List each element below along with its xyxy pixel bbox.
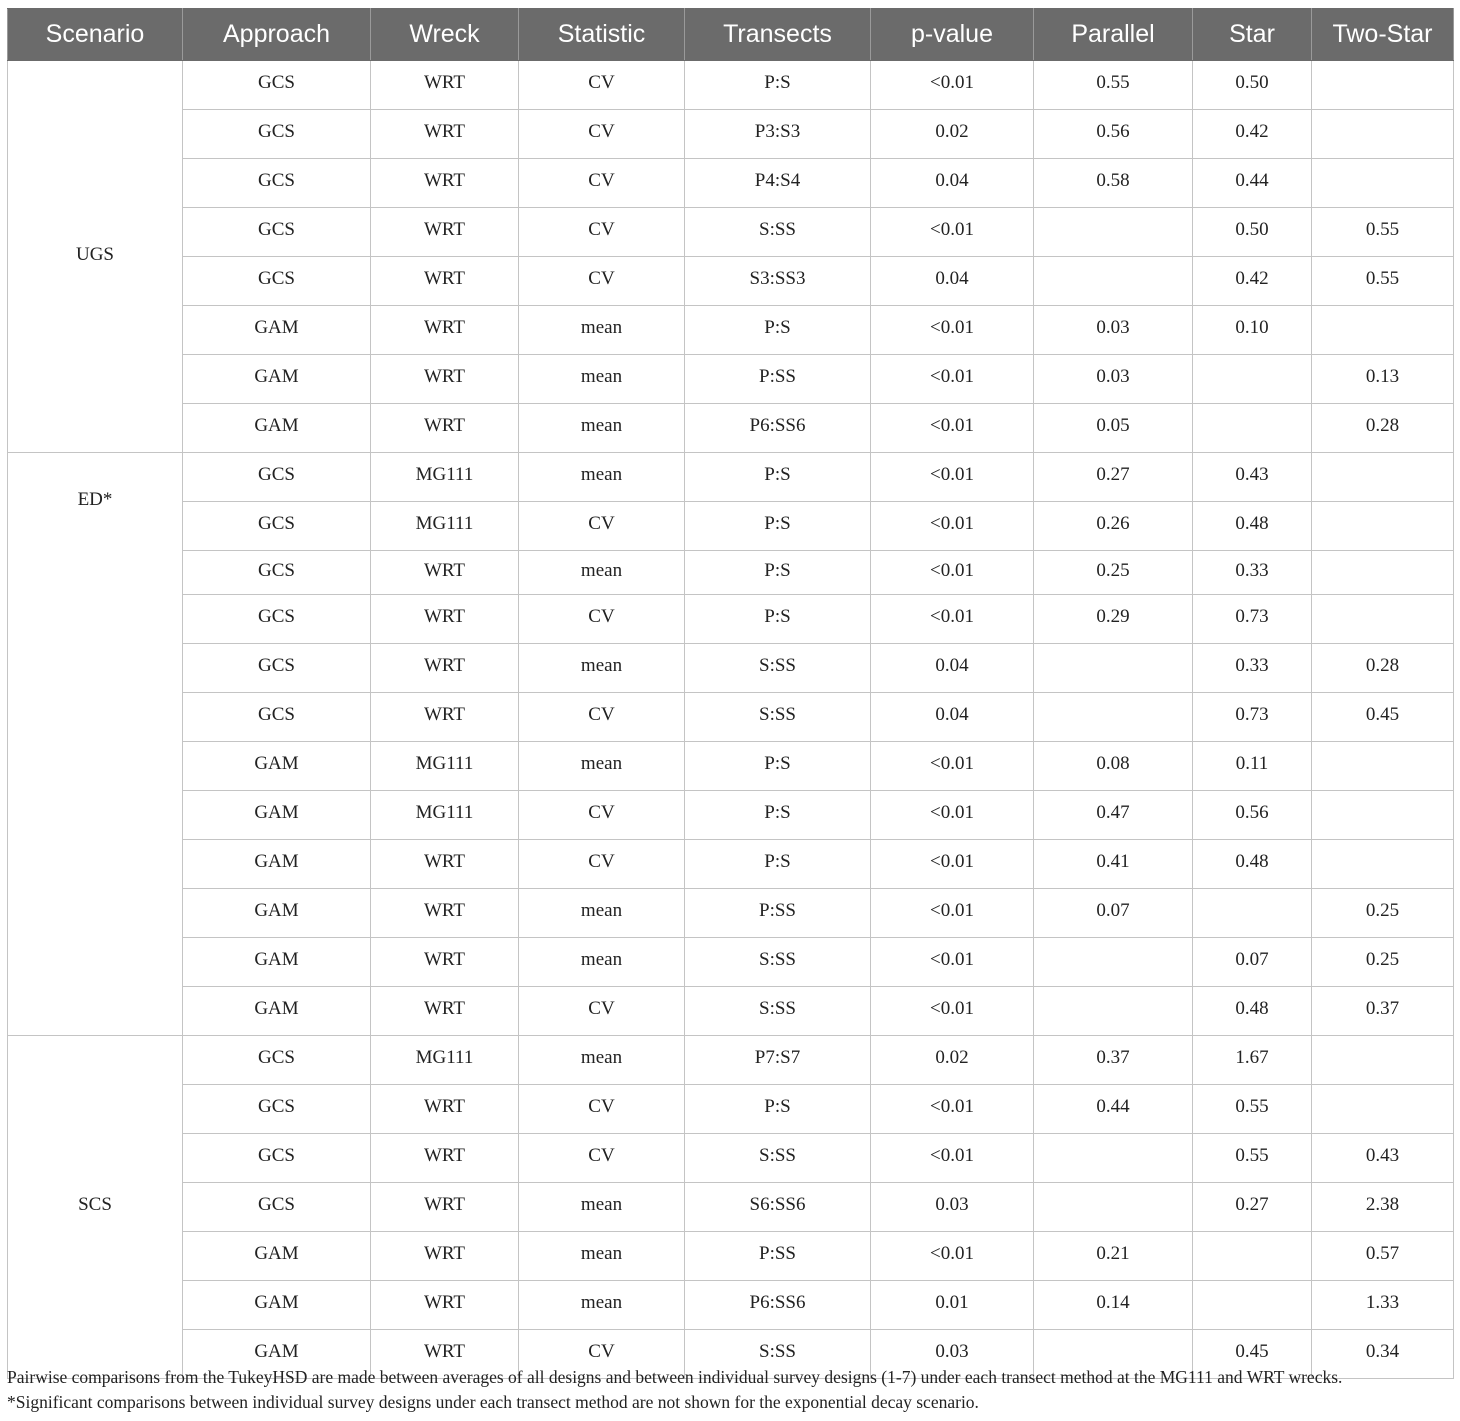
approach-cell: GAM <box>183 355 371 404</box>
header-wreck: Wreck <box>371 9 519 61</box>
star-cell: 0.48 <box>1193 502 1312 551</box>
wreck-cell: WRT <box>371 355 519 404</box>
two-star-cell: 1.33 <box>1312 1281 1454 1330</box>
star-cell: 0.55 <box>1193 1085 1312 1134</box>
table-row <box>8 889 1454 938</box>
statistic-cell: mean <box>519 1281 685 1330</box>
transects-cell: P:S <box>685 595 871 644</box>
wreck-cell: WRT <box>371 404 519 453</box>
parallel-cell: 0.08 <box>1034 742 1193 791</box>
approach-cell: GAM <box>183 987 371 1036</box>
wreck-cell: WRT <box>371 595 519 644</box>
two-star-cell <box>1312 551 1454 595</box>
scenario-cell: UGS <box>8 61 183 453</box>
p-value-cell: <0.01 <box>871 1232 1034 1281</box>
star-cell: 0.50 <box>1193 61 1312 110</box>
wreck-cell: WRT <box>371 938 519 987</box>
two-star-cell <box>1312 110 1454 159</box>
parallel-cell <box>1034 644 1193 693</box>
two-star-cell <box>1312 61 1454 110</box>
p-value-cell: <0.01 <box>871 355 1034 404</box>
approach-cell: GCS <box>183 159 371 208</box>
two-star-cell <box>1312 1036 1454 1085</box>
statistic-cell: CV <box>519 502 685 551</box>
p-value-cell: 0.03 <box>871 1183 1034 1232</box>
parallel-cell: 0.05 <box>1034 404 1193 453</box>
wreck-cell: WRT <box>371 1183 519 1232</box>
star-cell: 0.55 <box>1193 1134 1312 1183</box>
header-scenario: Scenario <box>8 9 183 61</box>
results-table-container <box>7 8 1453 1379</box>
table-row <box>8 840 1454 889</box>
transects-cell: P6:SS6 <box>685 404 871 453</box>
statistic-cell: CV <box>519 791 685 840</box>
p-value-cell: 0.02 <box>871 1036 1034 1085</box>
wreck-cell: WRT <box>371 1085 519 1134</box>
footnote-pairwise: Pairwise comparisons from the TukeyHSD are made between averages of all designs and between individual survey designs (1-7) under each transect method at the MG111 and WRT wrecks. <box>7 1367 1343 1387</box>
star-cell: 0.27 <box>1193 1183 1312 1232</box>
table-row <box>8 595 1454 644</box>
wreck-cell: WRT <box>371 1281 519 1330</box>
pairwise-comparisons-table <box>7 8 1454 1379</box>
two-star-cell: 2.38 <box>1312 1183 1454 1232</box>
header-row <box>8 9 1454 61</box>
table-row <box>8 693 1454 742</box>
table-row <box>8 110 1454 159</box>
table-row <box>8 987 1454 1036</box>
table-row <box>8 61 1454 110</box>
star-cell: 0.44 <box>1193 159 1312 208</box>
transects-cell: P3:S3 <box>685 110 871 159</box>
star-cell: 0.07 <box>1193 938 1312 987</box>
approach-cell: GCS <box>183 61 371 110</box>
star-cell: 0.33 <box>1193 551 1312 595</box>
approach-cell: GAM <box>183 1281 371 1330</box>
header-approach: Approach <box>183 9 371 61</box>
wreck-cell: WRT <box>371 889 519 938</box>
parallel-cell <box>1034 987 1193 1036</box>
statistic-cell: CV <box>519 208 685 257</box>
table-row <box>8 453 1454 502</box>
wreck-cell: WRT <box>371 551 519 595</box>
star-cell: 0.45 <box>1193 1330 1312 1379</box>
statistic-cell: CV <box>519 693 685 742</box>
header-statistic: Statistic <box>519 9 685 61</box>
star-cell <box>1193 404 1312 453</box>
transects-cell: P:S <box>685 61 871 110</box>
approach-cell: GCS <box>183 551 371 595</box>
p-value-cell: <0.01 <box>871 938 1034 987</box>
transects-cell: S:SS <box>685 693 871 742</box>
transects-cell: P:S <box>685 306 871 355</box>
scenario-cell: SCS <box>8 1036 183 1379</box>
transects-cell: P7:S7 <box>685 1036 871 1085</box>
p-value-cell: <0.01 <box>871 1085 1034 1134</box>
table-row <box>8 159 1454 208</box>
statistic-cell: CV <box>519 840 685 889</box>
approach-cell: GAM <box>183 306 371 355</box>
wreck-cell: MG111 <box>371 742 519 791</box>
parallel-cell: 0.56 <box>1034 110 1193 159</box>
header-transects: Transects <box>685 9 871 61</box>
p-value-cell: <0.01 <box>871 595 1034 644</box>
wreck-cell: MG111 <box>371 502 519 551</box>
two-star-cell: 0.28 <box>1312 644 1454 693</box>
approach-cell: GCS <box>183 257 371 306</box>
transects-cell: S:SS <box>685 1330 871 1379</box>
p-value-cell: <0.01 <box>871 840 1034 889</box>
two-star-cell: 0.43 <box>1312 1134 1454 1183</box>
star-cell: 0.73 <box>1193 693 1312 742</box>
approach-cell: GAM <box>183 1232 371 1281</box>
scenario-cell: ED* <box>8 453 183 1036</box>
approach-cell: GAM <box>183 742 371 791</box>
parallel-cell <box>1034 1134 1193 1183</box>
table-row <box>8 1134 1454 1183</box>
star-cell: 0.43 <box>1193 453 1312 502</box>
parallel-cell: 0.47 <box>1034 791 1193 840</box>
two-star-cell <box>1312 791 1454 840</box>
transects-cell: P:S <box>685 791 871 840</box>
parallel-cell <box>1034 1183 1193 1232</box>
table-row <box>8 644 1454 693</box>
wreck-cell: WRT <box>371 110 519 159</box>
two-star-cell: 0.37 <box>1312 987 1454 1036</box>
statistic-cell: mean <box>519 355 685 404</box>
approach-cell: GAM <box>183 1330 371 1379</box>
star-cell <box>1193 1232 1312 1281</box>
star-cell: 0.73 <box>1193 595 1312 644</box>
wreck-cell: WRT <box>371 987 519 1036</box>
wreck-cell: WRT <box>371 840 519 889</box>
statistic-cell: CV <box>519 257 685 306</box>
two-star-cell <box>1312 595 1454 644</box>
table-row <box>8 1085 1454 1134</box>
wreck-cell: WRT <box>371 1330 519 1379</box>
parallel-cell: 0.25 <box>1034 551 1193 595</box>
p-value-cell: <0.01 <box>871 742 1034 791</box>
parallel-cell: 0.07 <box>1034 889 1193 938</box>
table-row <box>8 1232 1454 1281</box>
transects-cell: S:SS <box>685 1134 871 1183</box>
two-star-cell: 0.34 <box>1312 1330 1454 1379</box>
two-star-cell <box>1312 742 1454 791</box>
table-footnotes <box>7 1365 1457 1415</box>
statistic-cell: mean <box>519 644 685 693</box>
table-row <box>8 502 1454 551</box>
wreck-cell: WRT <box>371 306 519 355</box>
p-value-cell: <0.01 <box>871 889 1034 938</box>
two-star-cell: 0.45 <box>1312 693 1454 742</box>
two-star-cell: 0.13 <box>1312 355 1454 404</box>
transects-cell: P:S <box>685 453 871 502</box>
parallel-cell: 0.21 <box>1034 1232 1193 1281</box>
statistic-cell: mean <box>519 306 685 355</box>
statistic-cell: mean <box>519 742 685 791</box>
transects-cell: P:S <box>685 840 871 889</box>
two-star-cell: 0.25 <box>1312 889 1454 938</box>
wreck-cell: MG111 <box>371 791 519 840</box>
p-value-cell: <0.01 <box>871 404 1034 453</box>
statistic-cell: mean <box>519 1183 685 1232</box>
p-value-cell: 0.04 <box>871 257 1034 306</box>
star-cell: 0.42 <box>1193 257 1312 306</box>
statistic-cell: CV <box>519 987 685 1036</box>
table-row <box>8 306 1454 355</box>
parallel-cell: 0.14 <box>1034 1281 1193 1330</box>
transects-cell: P:SS <box>685 355 871 404</box>
parallel-cell: 0.26 <box>1034 502 1193 551</box>
approach-cell: GCS <box>183 502 371 551</box>
transects-cell: P:S <box>685 551 871 595</box>
statistic-cell: mean <box>519 938 685 987</box>
parallel-cell: 0.27 <box>1034 453 1193 502</box>
table-row <box>8 1036 1454 1085</box>
parallel-cell: 0.37 <box>1034 1036 1193 1085</box>
table-row <box>8 742 1454 791</box>
wreck-cell: WRT <box>371 1134 519 1183</box>
transects-cell: P4:S4 <box>685 159 871 208</box>
statistic-cell: mean <box>519 889 685 938</box>
table-row <box>8 404 1454 453</box>
approach-cell: GCS <box>183 693 371 742</box>
approach-cell: GCS <box>183 1183 371 1232</box>
p-value-cell: 0.02 <box>871 110 1034 159</box>
star-cell: 0.50 <box>1193 208 1312 257</box>
table-row <box>8 1281 1454 1330</box>
transects-cell: S:SS <box>685 938 871 987</box>
wreck-cell: WRT <box>371 159 519 208</box>
wreck-cell: WRT <box>371 208 519 257</box>
two-star-cell: 0.55 <box>1312 257 1454 306</box>
table-row <box>8 257 1454 306</box>
star-cell <box>1193 889 1312 938</box>
two-star-cell: 0.55 <box>1312 208 1454 257</box>
parallel-cell: 0.03 <box>1034 355 1193 404</box>
statistic-cell: CV <box>519 159 685 208</box>
parallel-cell: 0.03 <box>1034 306 1193 355</box>
table-row <box>8 208 1454 257</box>
statistic-cell: CV <box>519 1085 685 1134</box>
parallel-cell: 0.58 <box>1034 159 1193 208</box>
star-cell: 0.33 <box>1193 644 1312 693</box>
two-star-cell <box>1312 502 1454 551</box>
approach-cell: GCS <box>183 110 371 159</box>
statistic-cell: CV <box>519 1330 685 1379</box>
transects-cell: S:SS <box>685 208 871 257</box>
star-cell: 0.10 <box>1193 306 1312 355</box>
header-parallel: Parallel <box>1034 9 1193 61</box>
statistic-cell: CV <box>519 110 685 159</box>
table-row <box>8 1183 1454 1232</box>
transects-cell: S3:SS3 <box>685 257 871 306</box>
two-star-cell <box>1312 453 1454 502</box>
p-value-cell: <0.01 <box>871 61 1034 110</box>
p-value-cell: 0.01 <box>871 1281 1034 1330</box>
transects-cell: S:SS <box>685 644 871 693</box>
wreck-cell: WRT <box>371 644 519 693</box>
transects-cell: P:SS <box>685 1232 871 1281</box>
p-value-cell: <0.01 <box>871 502 1034 551</box>
statistic-cell: mean <box>519 1232 685 1281</box>
wreck-cell: WRT <box>371 257 519 306</box>
header-two-star: Two-Star <box>1312 9 1454 61</box>
two-star-cell: 0.25 <box>1312 938 1454 987</box>
transects-cell: S6:SS6 <box>685 1183 871 1232</box>
star-cell <box>1193 1281 1312 1330</box>
statistic-cell: CV <box>519 595 685 644</box>
statistic-cell: mean <box>519 1036 685 1085</box>
approach-cell: GCS <box>183 208 371 257</box>
approach-cell: GAM <box>183 889 371 938</box>
statistic-cell: mean <box>519 404 685 453</box>
parallel-cell <box>1034 693 1193 742</box>
star-cell <box>1193 355 1312 404</box>
p-value-cell: <0.01 <box>871 791 1034 840</box>
footnote-ed: *Significant comparisons between individual survey designs under each transect method are not shown for the exponential decay scenario. <box>7 1392 979 1412</box>
p-value-cell: <0.01 <box>871 453 1034 502</box>
table-row <box>8 551 1454 595</box>
wreck-cell: MG111 <box>371 1036 519 1085</box>
table-row <box>8 938 1454 987</box>
statistic-cell: CV <box>519 61 685 110</box>
parallel-cell <box>1034 257 1193 306</box>
approach-cell: GAM <box>183 791 371 840</box>
star-cell: 0.56 <box>1193 791 1312 840</box>
approach-cell: GCS <box>183 1036 371 1085</box>
approach-cell: GCS <box>183 453 371 502</box>
p-value-cell: <0.01 <box>871 1134 1034 1183</box>
p-value-cell: <0.01 <box>871 306 1034 355</box>
parallel-cell: 0.44 <box>1034 1085 1193 1134</box>
wreck-cell: WRT <box>371 693 519 742</box>
two-star-cell <box>1312 840 1454 889</box>
two-star-cell <box>1312 306 1454 355</box>
table-row <box>8 791 1454 840</box>
approach-cell: GCS <box>183 1134 371 1183</box>
approach-cell: GAM <box>183 938 371 987</box>
transects-cell: P:SS <box>685 889 871 938</box>
statistic-cell: mean <box>519 551 685 595</box>
two-star-cell: 0.28 <box>1312 404 1454 453</box>
two-star-cell <box>1312 1085 1454 1134</box>
p-value-cell: 0.04 <box>871 644 1034 693</box>
two-star-cell: 0.57 <box>1312 1232 1454 1281</box>
p-value-cell: 0.04 <box>871 693 1034 742</box>
header-star: Star <box>1193 9 1312 61</box>
p-value-cell: <0.01 <box>871 987 1034 1036</box>
parallel-cell <box>1034 938 1193 987</box>
transects-cell: P:S <box>685 742 871 791</box>
table-body <box>8 61 1454 1379</box>
transects-cell: P6:SS6 <box>685 1281 871 1330</box>
table-row <box>8 355 1454 404</box>
p-value-cell: <0.01 <box>871 551 1034 595</box>
star-cell: 0.48 <box>1193 840 1312 889</box>
parallel-cell: 0.41 <box>1034 840 1193 889</box>
transects-cell: P:S <box>685 1085 871 1134</box>
star-cell: 0.42 <box>1193 110 1312 159</box>
p-value-cell: 0.04 <box>871 159 1034 208</box>
header-p-value: p-value <box>871 9 1034 61</box>
p-value-cell: <0.01 <box>871 208 1034 257</box>
parallel-cell: 0.55 <box>1034 61 1193 110</box>
approach-cell: GCS <box>183 644 371 693</box>
wreck-cell: WRT <box>371 1232 519 1281</box>
wreck-cell: MG111 <box>371 453 519 502</box>
approach-cell: GCS <box>183 595 371 644</box>
transects-cell: P:S <box>685 502 871 551</box>
star-cell: 1.67 <box>1193 1036 1312 1085</box>
p-value-cell: 0.03 <box>871 1330 1034 1379</box>
parallel-cell: 0.29 <box>1034 595 1193 644</box>
approach-cell: GAM <box>183 840 371 889</box>
approach-cell: GCS <box>183 1085 371 1134</box>
wreck-cell: WRT <box>371 61 519 110</box>
approach-cell: GAM <box>183 404 371 453</box>
statistic-cell: mean <box>519 453 685 502</box>
parallel-cell <box>1034 208 1193 257</box>
two-star-cell <box>1312 159 1454 208</box>
statistic-cell: CV <box>519 1134 685 1183</box>
star-cell: 0.11 <box>1193 742 1312 791</box>
transects-cell: S:SS <box>685 987 871 1036</box>
star-cell: 0.48 <box>1193 987 1312 1036</box>
